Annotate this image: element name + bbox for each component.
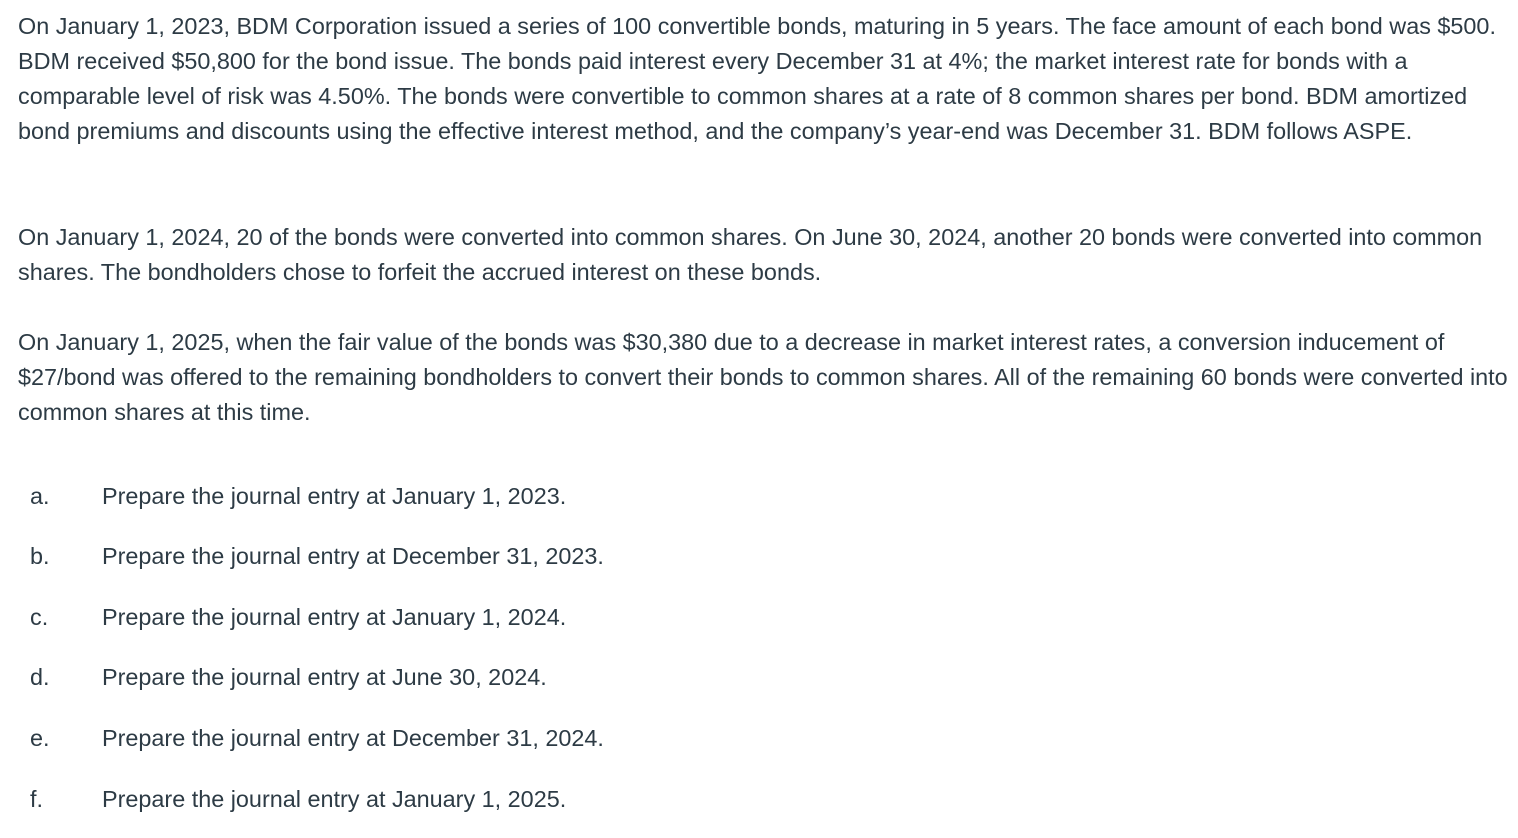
list-marker: e. bbox=[30, 725, 50, 751]
list-marker: d. bbox=[30, 664, 50, 690]
list-marker: f. bbox=[30, 786, 43, 812]
list-marker: a. bbox=[30, 483, 50, 509]
list-marker: b. bbox=[30, 543, 50, 569]
question-text: Prepare the journal entry at January 1, 2025. bbox=[102, 786, 567, 812]
problem-paragraph-3: On January 1, 2025, when the fair value of the bonds was $30,380 due to a decrease in market interest rates, a conversion inducement of $27/bond was offered to the remaining bondholders to convert their bonds to common shares. All of the remaining 60 bonds were converted into common shares at this time. bbox=[18, 329, 1508, 425]
question-text: Prepare the journal entry at January 1, 2024. bbox=[102, 604, 567, 630]
list-marker: c. bbox=[30, 604, 49, 630]
question-text: Prepare the journal entry at December 31, 2024. bbox=[102, 725, 604, 751]
question-text: Prepare the journal entry at June 30, 2024. bbox=[102, 664, 547, 690]
question-text: Prepare the journal entry at January 1, 2023. bbox=[102, 483, 567, 509]
problem-paragraph-2: On January 1, 2024, 20 of the bonds were converted into common shares. On June 30, 2024, another 20 bonds were converted into common shares. The bondholders chose to forfeit the accrued interest on these bonds. bbox=[18, 224, 1483, 285]
problem-paragraph-1: On January 1, 2023, BDM Corporation issued a series of 100 convertible bonds, maturing in 5 years. The face amount of each bond was $500. BDM received $50,800 for the bond issue. The bonds paid interest every December 31 at 4%; the market interest rate for bonds with a comparable level of risk was 4.50%. The bonds were convertible to common shares at a rate of 8 common shares per bond. BDM amortized bond premiums and discounts using the effective interest method, and the company’s year-end was December 31. BDM follows ASPE. bbox=[18, 13, 1496, 144]
question-text: Prepare the journal entry at December 31, 2023. bbox=[102, 543, 604, 569]
